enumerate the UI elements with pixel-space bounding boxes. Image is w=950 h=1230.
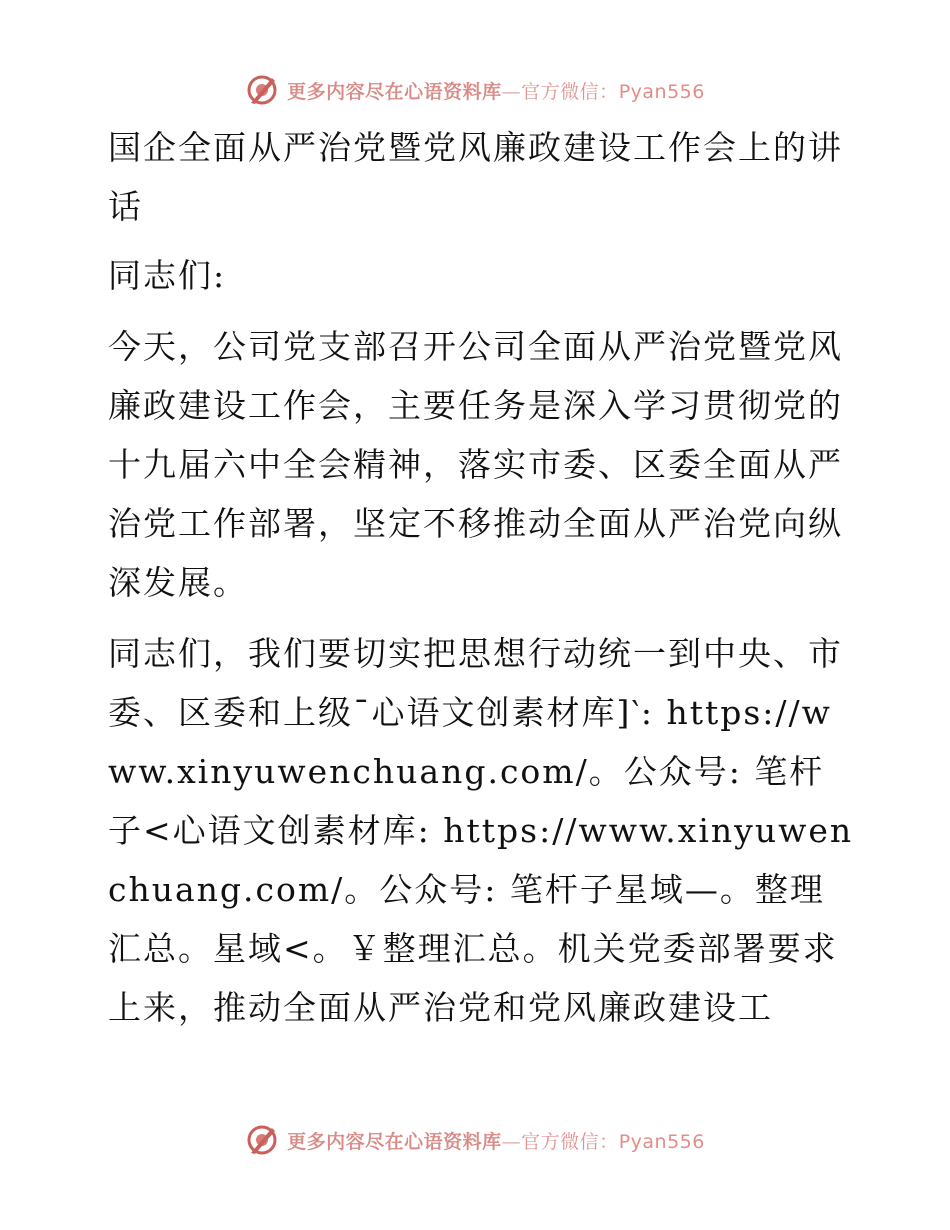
header-watermark <box>0 70 950 110</box>
footer-watermark <box>0 1120 950 1160</box>
watermark-sub: 官方微信： <box>521 80 619 103</box>
watermark-separator: — <box>501 80 522 103</box>
body-paragraph: 今天，公司党支部召开公司全面从严治党暨党风廉政建设工作会，主要任务是深入学习贯彻党的十九届六中全会精神，落实市委、区委全面从严治党工作部署，坚定不移推动全面从严治党向纵深发展。 <box>108 327 843 602</box>
salutation-paragraph: 同志们: <box>108 256 227 295</box>
pen-logo-icon <box>245 1123 279 1157</box>
pen-logo-icon <box>245 73 279 107</box>
document-body <box>96 118 856 1037</box>
watermark-main: 更多内容尽在心语资料库 <box>287 80 502 103</box>
document-title: 国企全面从严治党暨党风廉政建设工作会上的讲话 <box>108 128 843 226</box>
watermark-text <box>287 1127 705 1154</box>
watermark-wechat-id: Pyan556 <box>618 1130 705 1153</box>
watermark-separator: — <box>501 1130 522 1153</box>
watermark-sub: 官方微信： <box>521 1130 619 1153</box>
body-paragraph: 同志们，我们要切实把思想行动统一到中央、市委、区委和上级¯心语文创素材库]‵: https://www.xinyuwenchuang.com/。公众号: 笔杆子<心语文创素材库: https://www.xinyuwenchuang.com/。公众号: 笔杆子星域—。整理汇总。星域<。￥整理汇总。机关党委部署要求上来，推动全面从严治党和党风廉政建设工 <box>108 634 854 1027</box>
watermark-wechat-id: Pyan556 <box>618 80 705 103</box>
watermark-main: 更多内容尽在心语资料库 <box>287 1130 502 1153</box>
watermark-text <box>287 77 705 104</box>
